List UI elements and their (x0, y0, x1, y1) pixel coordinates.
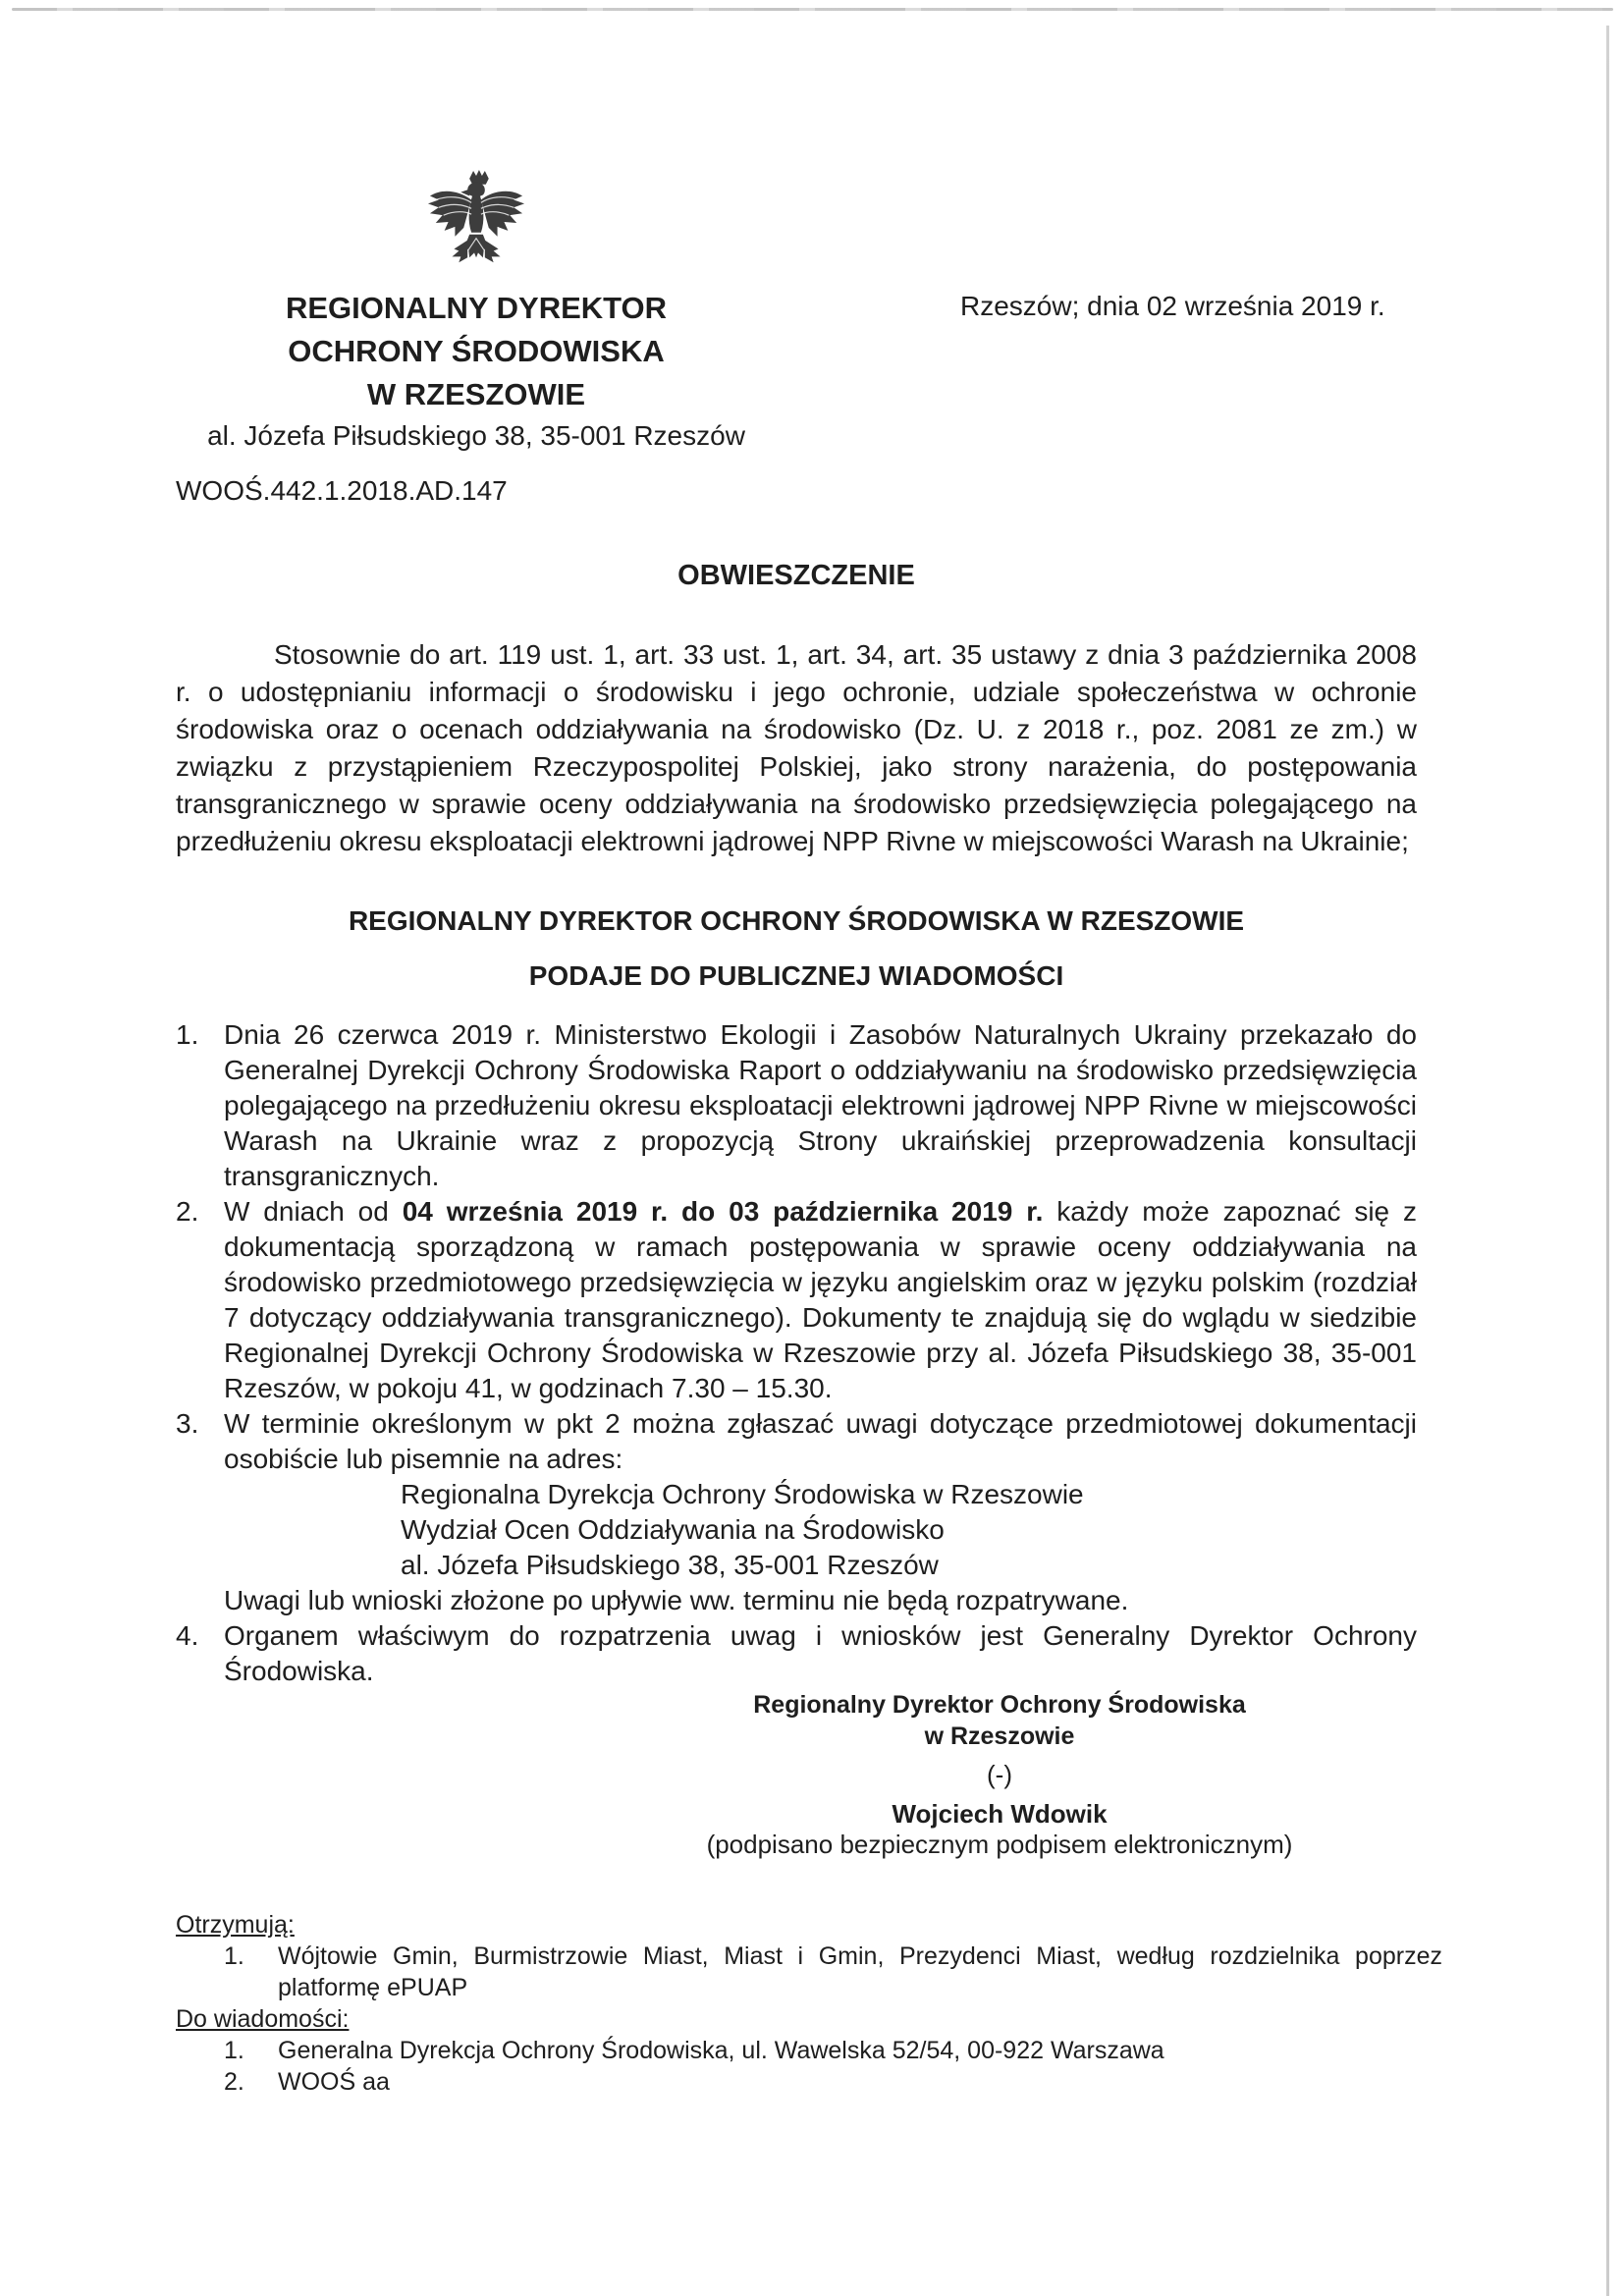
address-line: Wydział Ocen Oddziaływania na Środowisko (401, 1514, 945, 1545)
list-item-body (224, 1406, 1417, 1618)
list-item-text: Uwagi lub wnioski złożone po upływie ww. terminu nie będą rozpatrywane. (224, 1585, 1129, 1615)
signature-block (582, 1689, 1417, 1860)
signature-mark: (-) (987, 1760, 1012, 1789)
signatory-title-line-1: Regionalny Dyrektor Ochrony Środowiska (753, 1691, 1246, 1719)
received-list (176, 1941, 1442, 2003)
list-item-number: 2. (176, 1196, 199, 1227)
letterhead-header (0, 0, 1623, 550)
info-list (176, 2035, 1442, 2098)
distribution-item-text: Wójtowie Gmin, Burmistrzowie Miast, Miast i Gmin, Prezydenci Miast, według rozdzielnika poprzez platformę ePUAP (278, 1942, 1442, 2001)
received-heading: Otrzymują: (176, 1911, 295, 1939)
letterhead (176, 167, 777, 453)
address-block (401, 1477, 1417, 1583)
address-line: al. Józefa Piłsudskiego 38, 35-001 Rzeszów (401, 1550, 939, 1580)
list-item-text: W dniach od 04 września 2019 r. do 03 października 2019 r. każdy może zapoznać się z dokumentacją sporządzoną w ramach postępowania w sprawie oceny oddziaływania na środowisko przedmiotowego przedsięwzięcia w języku angielskim oraz w języku polskim (rozdział 7 dotyczący oddziaływania transgranicznego). Dokumenty te znajdują się do wglądu w siedzibie Regionalnej Dyrekcji Ochrony Środowiska w Rzeszowie przy al. Józefa Piłsudskiego 38, 35-001 Rzeszów, w pokoju 41, w godzinach 7.30 – 15.30. (224, 1196, 1417, 1403)
intro-paragraph: Stosownie do art. 119 ust. 1, art. 33 ust. 1, art. 34, art. 35 ustawy z dnia 3 października 2008 r. o udostępnianiu informacji o środowisku i jego ochronie, udziale społeczeństwa w ochronie środowiska oraz o ocenach oddziaływania na środowisko (Dz. U. z 2018 r., poz. 2081 ze zm.) w związku z przystąpieniem Rzeczypospolitej Polskiej, jako strony narażenia, do postępowania transgranicznego w sprawie oceny oddziaływania na środowisko przedsięwzięcia polegającego na przedłużeniu okresu eksploatacji elektrowni jądrowej NPP Rivne w miejscowości Warash na Ukrainie; (176, 639, 1417, 856)
list-item-text: Dnia 26 czerwca 2019 r. Ministerstwo Ekologii i Zasobów Naturalnych Ukrainy przekazało do Generalnej Dyrekcji Ochrony Środowiska Raport o oddziaływaniu na środowisko przedsięwzięcia polegającego na przedłużeniu okresu eksploatacji elektrowni jądrowej NPP Rivne w miejscowości Warash na Ukrainie wraz z propozycją Strony ukraińskiej przeprowadzenia konsultacji transgranicznych. (224, 1019, 1417, 1191)
announcement-heading-line-1: REGIONALNY DYREKTOR OCHRONY ŚRODOWISKA W RZESZOWIE (348, 905, 1245, 936)
main-list (176, 1017, 1417, 1689)
list-item-body (224, 1194, 1417, 1406)
office-name-line-1: REGIONALNY DYREKTOR (285, 291, 668, 325)
list-item-body (224, 1618, 1417, 1689)
office-name-line-2: OCHRONY ŚRODOWISKA (288, 334, 665, 368)
distribution-item-text: Generalna Dyrekcja Ochrony Środowiska, ul. Wawelska 52/54, 00-922 Warszawa (278, 2037, 1164, 2064)
distribution-item (224, 2035, 1442, 2066)
list-item-text: Organem właściwym do rozpatrzenia uwag i wniosków jest Generalny Dyrektor Ochrony Środowiska. (224, 1620, 1417, 1686)
list-item-text: W terminie określonym w pkt 2 można zgłaszać uwagi dotyczące przedmiotowej dokumentacji osobiście lub pisemnie na adres: (224, 1408, 1417, 1474)
distribution-item-number: 1. (224, 1942, 244, 1970)
distribution-item-number: 1. (224, 2037, 244, 2064)
distribution-item (224, 2066, 1442, 2098)
polish-eagle-emblem-icon (176, 167, 777, 277)
distribution-item (224, 1941, 1442, 2003)
document-title: OBWIESZCZENIE (677, 560, 915, 591)
signatory-name: Wojciech Wdowik (892, 1799, 1108, 1829)
distribution-item-number: 2. (224, 2068, 244, 2096)
announcement-heading-line-2: PODAJE DO PUBLICZNEJ WIADOMOŚCI (528, 960, 1064, 991)
case-number: WOOŚ.442.1.2018.AD.147 (176, 475, 508, 506)
list-item (176, 1194, 1417, 1406)
address-line: Regionalna Dyrekcja Ochrony Środowiska w Rzeszowie (401, 1479, 1084, 1509)
signatory-title-line-2: w Rzeszowie (924, 1722, 1075, 1750)
list-item (176, 1017, 1417, 1194)
list-item (176, 1406, 1417, 1618)
list-item-body (224, 1017, 1417, 1194)
distribution-section (176, 1909, 1442, 2098)
distribution-item-text: WOOŚ aa (278, 2068, 390, 2096)
list-item-number: 3. (176, 1408, 199, 1439)
office-address: al. Józefa Piłsudskiego 38, 35-001 Rzeszów (207, 420, 745, 451)
signature-note: (podpisano bezpiecznym podpisem elektronicznym) (706, 1830, 1293, 1859)
office-name-line-3: W RZESZOWIE (366, 377, 586, 411)
place-and-date: Rzeszów; dnia 02 września 2019 r. (960, 291, 1385, 321)
info-heading: Do wiadomości: (176, 2005, 350, 2033)
list-item-number: 4. (176, 1620, 199, 1651)
list-item-number: 1. (176, 1019, 199, 1050)
list-item (176, 1618, 1417, 1689)
